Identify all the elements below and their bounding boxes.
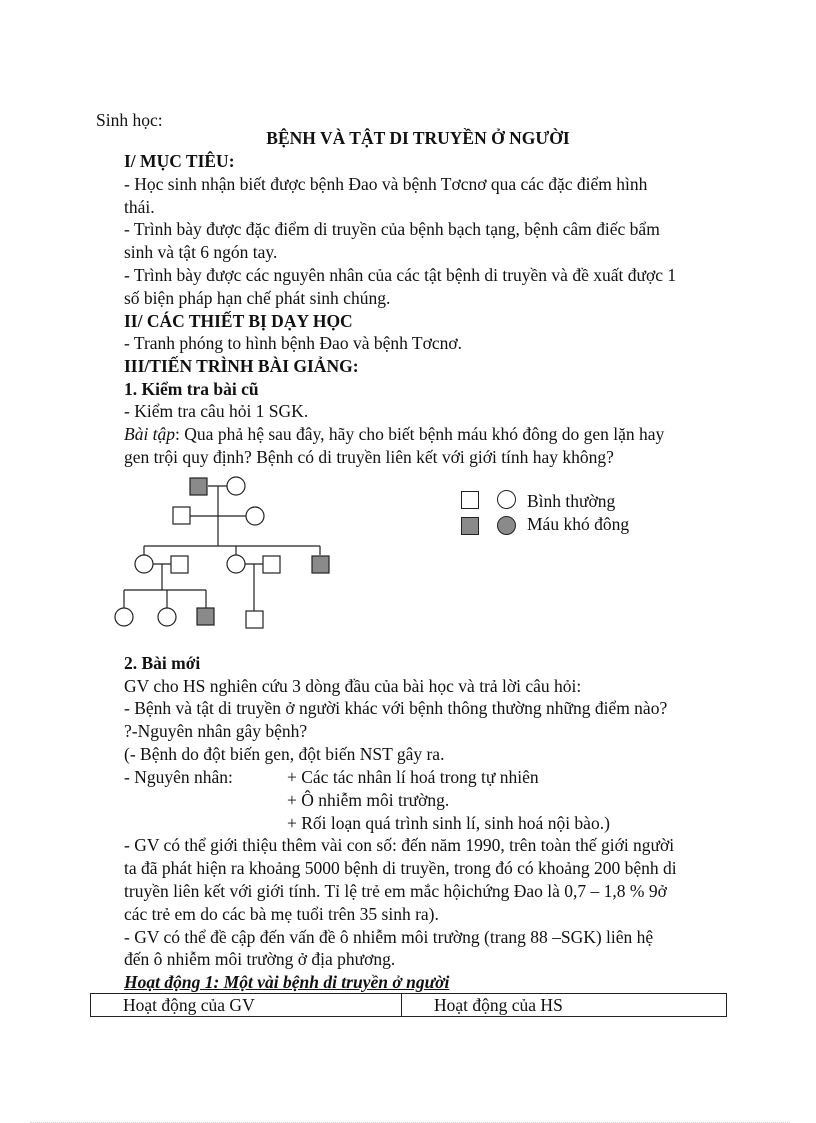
exercise-line-2: gen trội quy định? Bệnh có di truyền liên kết với giới tính hay không? xyxy=(124,447,614,467)
activity-table xyxy=(90,993,727,1017)
legend-normal-male-icon xyxy=(461,491,479,509)
pedigree-normal-female xyxy=(227,555,245,573)
new-lesson-heading: 2. Bài mới xyxy=(124,653,201,673)
exercise-text: : Qua phả hệ sau đây, hãy cho biết bệnh máu khó đông do gen lặn hay xyxy=(175,424,665,444)
cause-item: + Rối loạn quá trình sinh lí, sinh hoá nội bào.) xyxy=(287,813,610,833)
pedigree-normal-female xyxy=(135,555,153,573)
legend-affected-male-icon xyxy=(461,517,479,535)
cause-label: - Nguyên nhân: xyxy=(124,767,233,787)
subject-label: Sinh học: xyxy=(96,110,163,130)
equipment-heading: II/ CÁC THIẾT BỊ DẠY HỌC xyxy=(124,311,353,331)
pedigree-normal-male xyxy=(171,556,188,573)
gv-line: - GV có thể đề cập đến vấn đề ô nhiễm môi trường (trang 88 –SGK) liên hệ xyxy=(124,927,654,947)
pedigree-normal-male xyxy=(246,611,263,628)
legend-affected-label: Máu khó đông xyxy=(527,514,630,534)
objective-line: - Học sinh nhận biết được bệnh Đao và bệnh Tơcnơ qua các đặc điểm hình xyxy=(124,174,648,194)
process-heading: III/TIẾN TRÌNH BÀI GIẢNG: xyxy=(124,356,359,376)
check-heading: 1. Kiểm tra bài cũ xyxy=(124,379,259,399)
pedigree-normal-female xyxy=(227,477,245,495)
pedigree-affected-male xyxy=(190,478,207,495)
gv-line: truyền liên kết với giới tính. Tỉ lệ trẻ em mắc hộichứng Đao là 0,7 – 1,8 % 9ở xyxy=(124,881,667,901)
pedigree-normal-female xyxy=(158,608,176,626)
pedigree-diagram xyxy=(100,470,350,635)
lesson-line: (- Bệnh do đột biến gen, đột biến NST gây ra. xyxy=(124,744,445,764)
gv-line: ta đã phát hiện ra khoảng 5000 bệnh di truyền, trong đó có khoảng 200 bệnh di xyxy=(124,858,677,878)
legend-normal-label: Bình thường xyxy=(527,491,616,511)
objective-line: sinh và tật 6 ngón tay. xyxy=(124,242,278,262)
table-row xyxy=(91,994,727,1017)
exercise-line xyxy=(124,423,664,445)
legend-normal-female-icon xyxy=(497,490,516,509)
objective-line: thái. xyxy=(124,197,155,217)
activity-heading: Hoạt động 1: Một vài bệnh di truyền ở người xyxy=(124,972,450,992)
objective-line: - Trình bày được các nguyên nhân của các tật bệnh di truyền và đề xuất được 1 xyxy=(124,265,677,285)
exercise-label: Bài tập xyxy=(124,424,176,444)
pedigree-normal-male xyxy=(263,556,280,573)
table-header-gv: Hoạt động của GV xyxy=(91,994,402,1017)
gv-line: đến ô nhiễm môi trường ở địa phương. xyxy=(124,949,396,969)
pedigree-normal-female xyxy=(115,608,133,626)
page-title: BỆNH VÀ TẬT DI TRUYỀN Ở NGƯỜI xyxy=(266,128,570,148)
lesson-line: GV cho HS nghiên cứu 3 dòng đầu của bài học và trả lời câu hỏi: xyxy=(124,676,582,696)
pedigree-affected-male xyxy=(312,556,329,573)
objectives-heading: I/ MỤC TIÊU: xyxy=(124,151,235,171)
legend-affected-female-icon xyxy=(497,516,516,535)
check-line: - Kiểm tra câu hỏi 1 SGK. xyxy=(124,401,309,421)
pedigree-normal-male xyxy=(173,507,190,524)
cause-item: + Ô nhiễm môi trường. xyxy=(287,790,450,810)
gv-line: các trẻ em do các bà mẹ tuổi trên 35 sinh ra). xyxy=(124,904,439,924)
table-header-hs: Hoạt động của HS xyxy=(402,994,727,1017)
cause-item: + Các tác nhân lí hoá trong tự nhiên xyxy=(287,767,539,787)
pedigree-normal-female xyxy=(246,507,264,525)
objective-line: số biện pháp hạn chế phát sinh chúng. xyxy=(124,288,391,308)
objective-line: - Trình bày được đặc điểm di truyền của bệnh bạch tạng, bệnh câm điếc bẩm xyxy=(124,219,660,239)
lesson-line: ?-Nguyên nhân gây bệnh? xyxy=(124,721,308,741)
gv-line: - GV có thể giới thiệu thêm vài con số: đến năm 1990, trên toàn thế giới người xyxy=(124,835,675,855)
lesson-line: - Bệnh và tật di truyền ở người khác với bệnh thông thường những điểm nào? xyxy=(124,698,668,718)
pedigree-affected-male xyxy=(197,608,214,625)
equipment-line: - Tranh phóng to hình bệnh Đao và bệnh Tơcnơ. xyxy=(124,333,463,353)
